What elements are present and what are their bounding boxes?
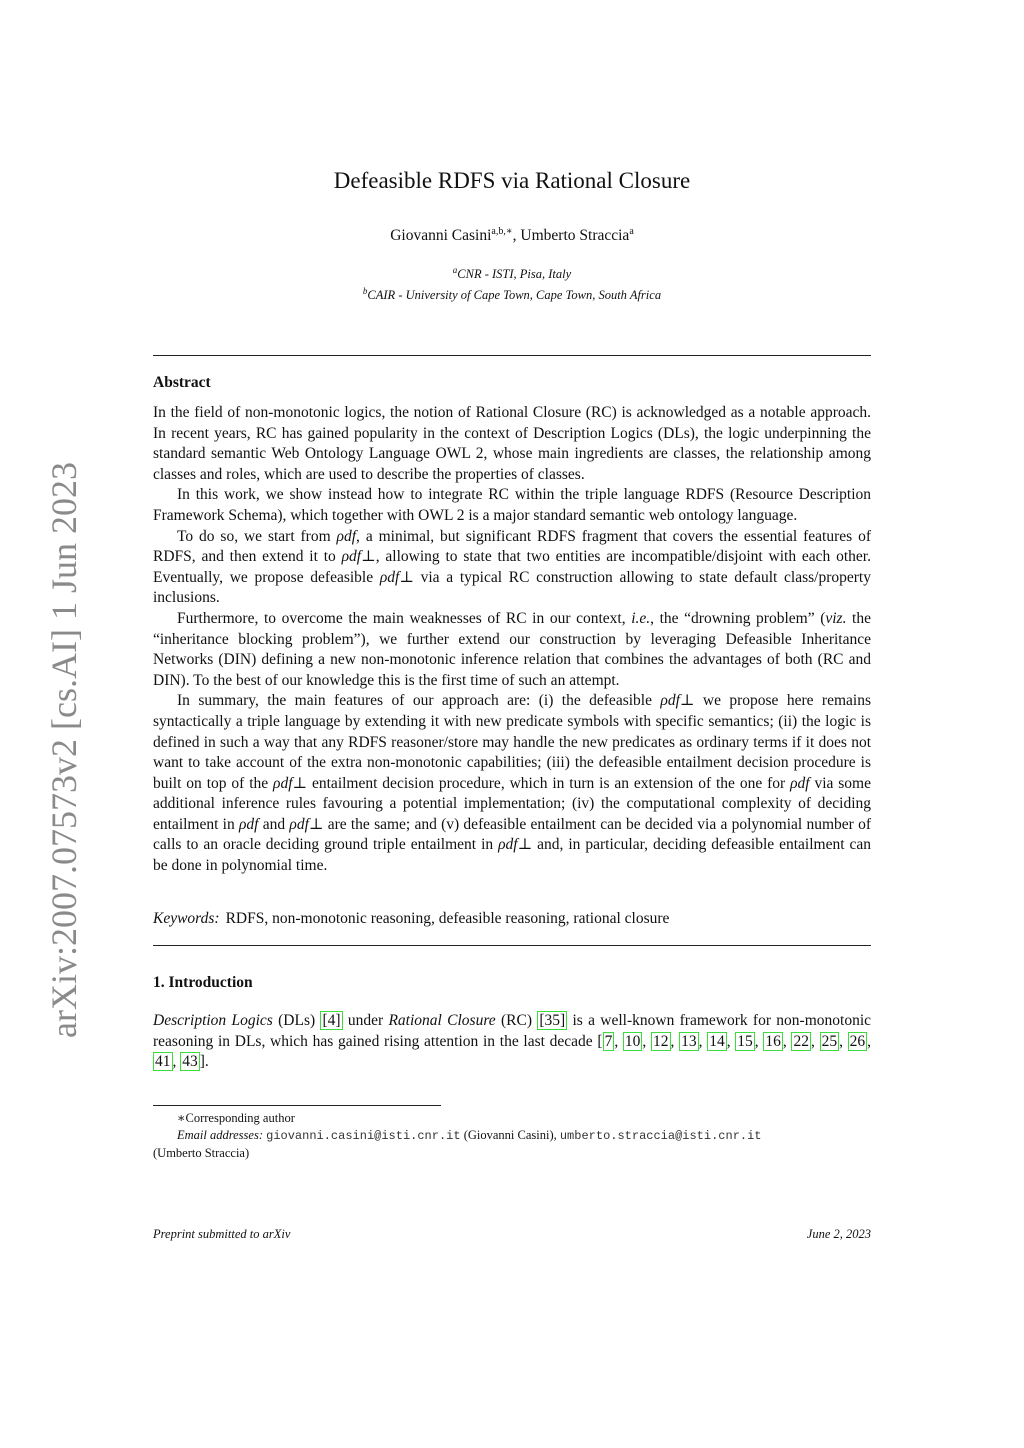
citation-link[interactable]: 13 [681,1032,697,1050]
email-link[interactable]: giovanni.casini@isti.cnr.it [266,1129,461,1143]
footnote-emails: Email addresses: giovanni.casini@isti.cnr.it (Giovanni Casini), umberto.straccia@isti.cnr.it [177,1128,762,1143]
citation-link[interactable]: 25 [821,1032,838,1050]
section-heading: 1. Introduction [153,974,253,991]
citation-link[interactable]: 22 [793,1032,809,1050]
paper-title: Defeasible RDFS via Rational Closure [333,168,691,193]
citation-link[interactable]: 41 [155,1053,171,1071]
intro-paragraph: Description Logics (DLs) [4] under Rational Closure (RC) [35] is a well-known framework for non-monotonic reasoning in DLs, which has gained rising attention in the last decade [ 7 , 10 , 12 , 13 , 14 , 15 , 16 , 22 , 25 , 26 , 41 , 43 ]. [153,1012,872,1071]
citation-link[interactable]: 15 [737,1032,753,1050]
keywords-label: Keywords: [153,910,220,927]
citation-link[interactable]: 26 [849,1032,866,1050]
citation-link[interactable]: 16 [765,1032,781,1050]
keywords-text: RDFS, non-monotonic reasoning, defeasible reasoning, rational closure [225,910,670,927]
affiliation: $^a$CNR - ISTI, Pisa, Italy [452,265,572,282]
abstract-body [153,403,871,877]
author-affil-mark: a [629,226,634,237]
citation-link[interactable]: [4] [322,1012,341,1029]
footnote-rule [153,1105,441,1106]
citation-link[interactable]: 7 [604,1032,613,1050]
affiliations [153,262,871,304]
keywords [153,910,871,928]
author-affil-mark: a,b,∗ [491,226,513,237]
abstract-paragraph: In summary, the main features of our approach are: (i) the defeasible ρdf⊥ we propose here remains syntactically a triple language by extending it with new predicate symbols with specific semantics; (ii) the logic is defined in such a way that any RDFS reasoner/store may handle the new predicates as ordinary terms if it does not want to take account of the extra non-monotonic capabilities; (iii) the defeasible entailment decision procedure is built on top of the ρdf⊥ entailment decision procedure, which in turn is an extension of the one for ρdf via some additional inference rules favouring a potential implementation; (iv) the computational complexity of deciding entailment in ρdf and ρdf⊥ are the same; and (v) defeasible entailment can be decided via a polynomial number of calls to an oracle deciding ground triple entailment in ρdf⊥ and, in particular, deciding defeasible entailment can be done in polynomial time. [153,692,872,875]
citation-link[interactable]: [35] [539,1012,566,1029]
bottom-divider [153,945,871,946]
footer-venue: Preprint submitted to arXiv [153,1227,291,1241]
abstract-heading: Abstract [153,374,211,391]
abstract-paragraph: In this work, we show instead how to integrate RC within the triple language RDFS (Resource Description Framework Schema), which together with OWL 2 is a major standard semantic web ontology language. [153,486,871,524]
footnote [153,1110,871,1162]
author-name: Umberto Straccia [520,227,630,245]
author-line: Giovanni Casini$^{a,b,∗}$, Umberto Straccia$^a$ [390,226,634,245]
citation-link[interactable]: 43 [182,1053,198,1071]
citation-link[interactable]: 10 [624,1032,641,1050]
citation-link[interactable]: 14 [709,1032,725,1050]
abstract-paragraph: Furthermore, to overcome the main weaknesses of RC in our context, i.e., the “drowning problem” (viz. the “inheritance blocking problem”), we further extend our construction by leveraging Defeasible Inheritance Networks (DIN) defining a new non-monotonic inference relation that combines the advantages of both (RC and DIN). To the best of our knowledge this is the first time of such an attempt. [153,609,871,689]
arxiv-stamp: arXiv:2007.07573v2 [cs.AI] 1 Jun 2023 [44,462,84,1038]
footer-date: June 2, 2023 [806,1227,871,1241]
citation-link[interactable]: 12 [653,1032,669,1050]
abstract-paragraph: In the field of non-monotonic logics, the notion of Rational Closure (RC) is acknowledged as a notable approach. In recent years, RC has gained popularity in the context of Description Logics (DLs), the logic underpinning the standard semantic Web Ontology Language OWL 2, whose main ingredients are classes, the relationship among classes and roles, which are used to describe the properties of classes. [153,404,871,483]
author-name: Giovanni Casini [390,227,492,245]
footnote-corresponding: ∗Corresponding author [177,1111,295,1125]
email-link[interactable]: umberto.straccia@isti.cnr.it [559,1129,762,1143]
footnote-name: (Umberto Straccia) [153,1146,250,1160]
top-divider [153,355,871,356]
affiliation: $^b$CAIR - University of Cape Town, Cape Town, South Africa [362,286,662,303]
abstract-paragraph: To do so, we start from ρdf, a minimal, but significant RDFS fragment that covers the essential features of RDFS, and then extend it to ρdf⊥, allowing to state that two entities are incompatible/disjoint with each other. Eventually, we propose defeasible ρdf⊥ via a typical RC construction allowing to state default class/property inclusions. [153,527,871,607]
